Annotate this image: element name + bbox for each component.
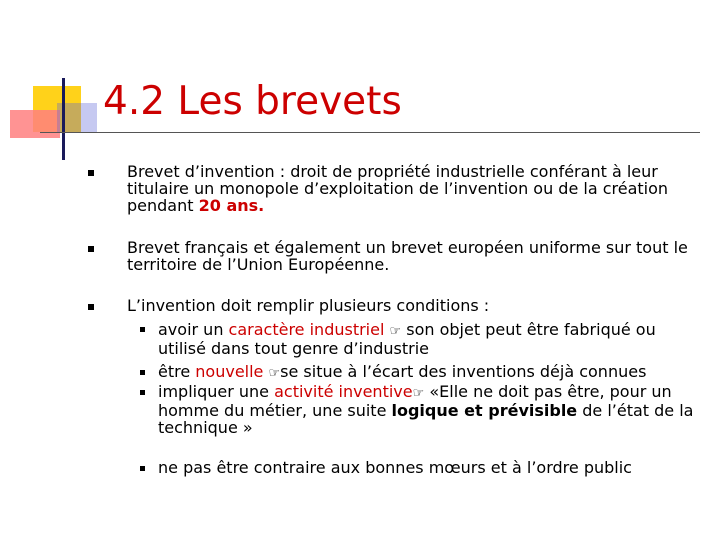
- sub-bullet-marker: [140, 466, 145, 471]
- bullet-3-text: L’invention doit remplir plusieurs conditions :: [127, 296, 490, 315]
- sub-bullet-2-text: [158, 363, 698, 382]
- sub-bullet-3-highlight: activité inventive: [274, 382, 413, 401]
- bullet-marker: [88, 170, 94, 176]
- sub-bullet-marker: [140, 327, 145, 332]
- sub-bullet-1-body: son objet peut être fabriqué ou utilisé dans tout genre d’industrie: [158, 320, 656, 358]
- sub-bullet-3-body-2: de l’état de la technique »: [158, 401, 694, 437]
- bullet-marker: [88, 246, 94, 252]
- pointing-hand-icon: ☞: [389, 324, 402, 339]
- slide-title: 4.2 Les brevets: [103, 79, 402, 124]
- bullet-marker: [88, 304, 94, 310]
- sub-bullet-4-text: ne pas être contraire aux bonnes mœurs et à l’ordre public: [158, 458, 632, 477]
- bullet-1-text: [127, 163, 697, 214]
- decor-red-square: [10, 110, 60, 138]
- pointing-hand-icon: ☞: [268, 366, 281, 381]
- sub-bullet-1-lead: avoir un: [158, 320, 229, 339]
- sub-bullet-marker: [140, 370, 145, 375]
- bullet-1-highlight: 20 ans.: [198, 196, 265, 215]
- decor-vertical-line: [62, 78, 65, 160]
- sub-bullet-2-lead: être: [158, 362, 196, 381]
- bullet-2-text: Brevet français et également un brevet européen uniforme sur tout le territoire de l’Union Européenne.: [127, 238, 688, 274]
- sub-bullet-3-body-1: «Elle ne doit pas être, pour un homme du métier, une suite: [158, 382, 672, 420]
- pointing-hand-icon: ☞: [412, 386, 425, 401]
- sub-bullet-1-highlight: caractère industriel: [228, 320, 385, 339]
- sub-bullet-marker: [140, 390, 145, 395]
- sub-bullet-1-text: [158, 321, 698, 357]
- sub-bullet-2-highlight: nouvelle: [195, 362, 264, 381]
- sub-bullet-3-lead: impliquer une: [158, 382, 275, 401]
- bullet-1-body: Brevet d’invention : droit de propriété industrielle conférant à leur titulaire un monopole d’exploitation de l’invention ou de la création pendant: [127, 162, 669, 215]
- title-divider: [40, 132, 700, 133]
- sub-bullet-2-body: se situe à l’écart des inventions déjà connues: [280, 362, 647, 381]
- sub-bullet-3-text: [158, 383, 698, 436]
- sub-bullet-3-bold: logique et prévisible: [391, 401, 578, 420]
